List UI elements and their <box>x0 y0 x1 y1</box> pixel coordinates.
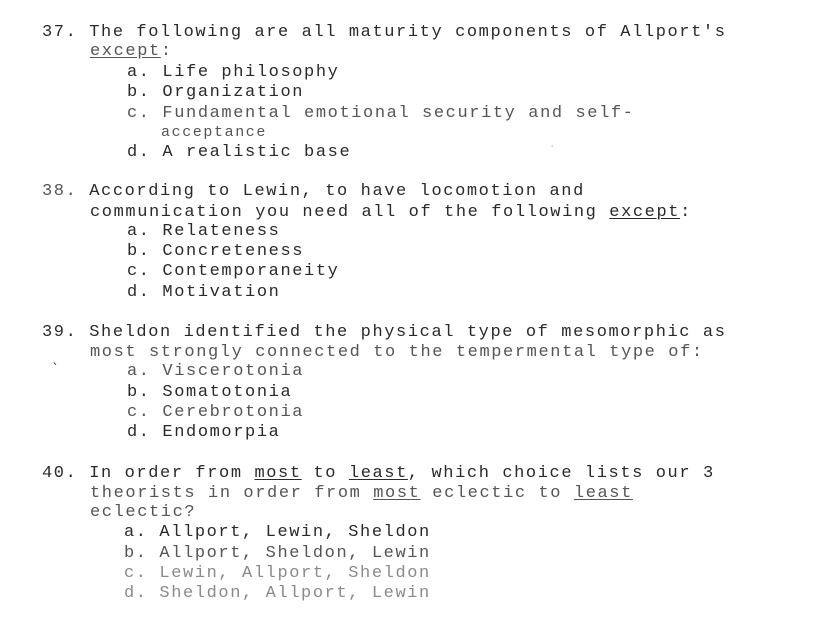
question-stem-line: 40. In order from most to least, which choice lists our 3 <box>42 464 715 483</box>
answer-option-a: a. Viscerotonia <box>127 362 305 381</box>
question-stem-line: except: <box>90 42 173 61</box>
question-stem-line: communication you need all of the following except: <box>90 203 692 222</box>
underlined-word: least <box>348 464 408 483</box>
answer-option-d: d. Sheldon, Allport, Lewin <box>124 584 431 603</box>
answer-option-c-continuation: acceptance <box>161 124 268 141</box>
underlined-word: except <box>90 42 161 61</box>
scan-speck-icon: ` <box>52 362 59 378</box>
question-stem-line: theorists in order from most eclectic to least <box>90 484 633 503</box>
answer-option-c: c. Contemporaneity <box>127 262 340 281</box>
answer-option-a: a. Allport, Lewin, Sheldon <box>124 523 431 542</box>
answer-option-a: a. Relateness <box>127 222 281 241</box>
answer-option-b: b. Concreteness <box>127 242 305 261</box>
question-stem-line: eclectic? <box>90 503 197 522</box>
underlined-word: least <box>573 484 633 503</box>
answer-option-c: c. Lewin, Allport, Sheldon <box>124 564 431 583</box>
question-stem-line: 39. Sheldon identified the physical type of mesomorphic as <box>42 323 727 342</box>
answer-option-b: b. Somatotonia <box>127 383 293 402</box>
underlined-word: most <box>373 484 421 503</box>
question-number: 40. <box>42 464 78 483</box>
answer-option-c: c. Cerebrotonia <box>127 403 305 422</box>
underlined-word: most <box>254 464 302 483</box>
answer-option-d: d. A realistic base <box>127 143 352 162</box>
answer-option-d: d. Motivation <box>127 283 281 302</box>
answer-option-c: c. Fundamental emotional security and self- <box>127 104 635 123</box>
answer-option-d: d. Endomorpia <box>127 423 281 442</box>
scan-speck-icon: ' <box>551 144 554 153</box>
answer-option-b: b. Organization <box>127 83 305 102</box>
question-number: 39. <box>42 323 78 342</box>
question-stem-line: 37. The following are all maturity components of Allport's <box>42 23 727 42</box>
underlined-word: except <box>609 203 681 222</box>
answer-option-a: a. Life philosophy <box>127 63 340 82</box>
question-stem-line: most strongly connected to the tempermental type of: <box>90 343 704 362</box>
question-number: 38. <box>42 182 78 201</box>
question-number: 37. <box>42 23 78 42</box>
answer-option-b: b. Allport, Sheldon, Lewin <box>124 544 431 563</box>
question-stem-line: 38. According to Lewin, to have locomotion and <box>42 182 585 201</box>
